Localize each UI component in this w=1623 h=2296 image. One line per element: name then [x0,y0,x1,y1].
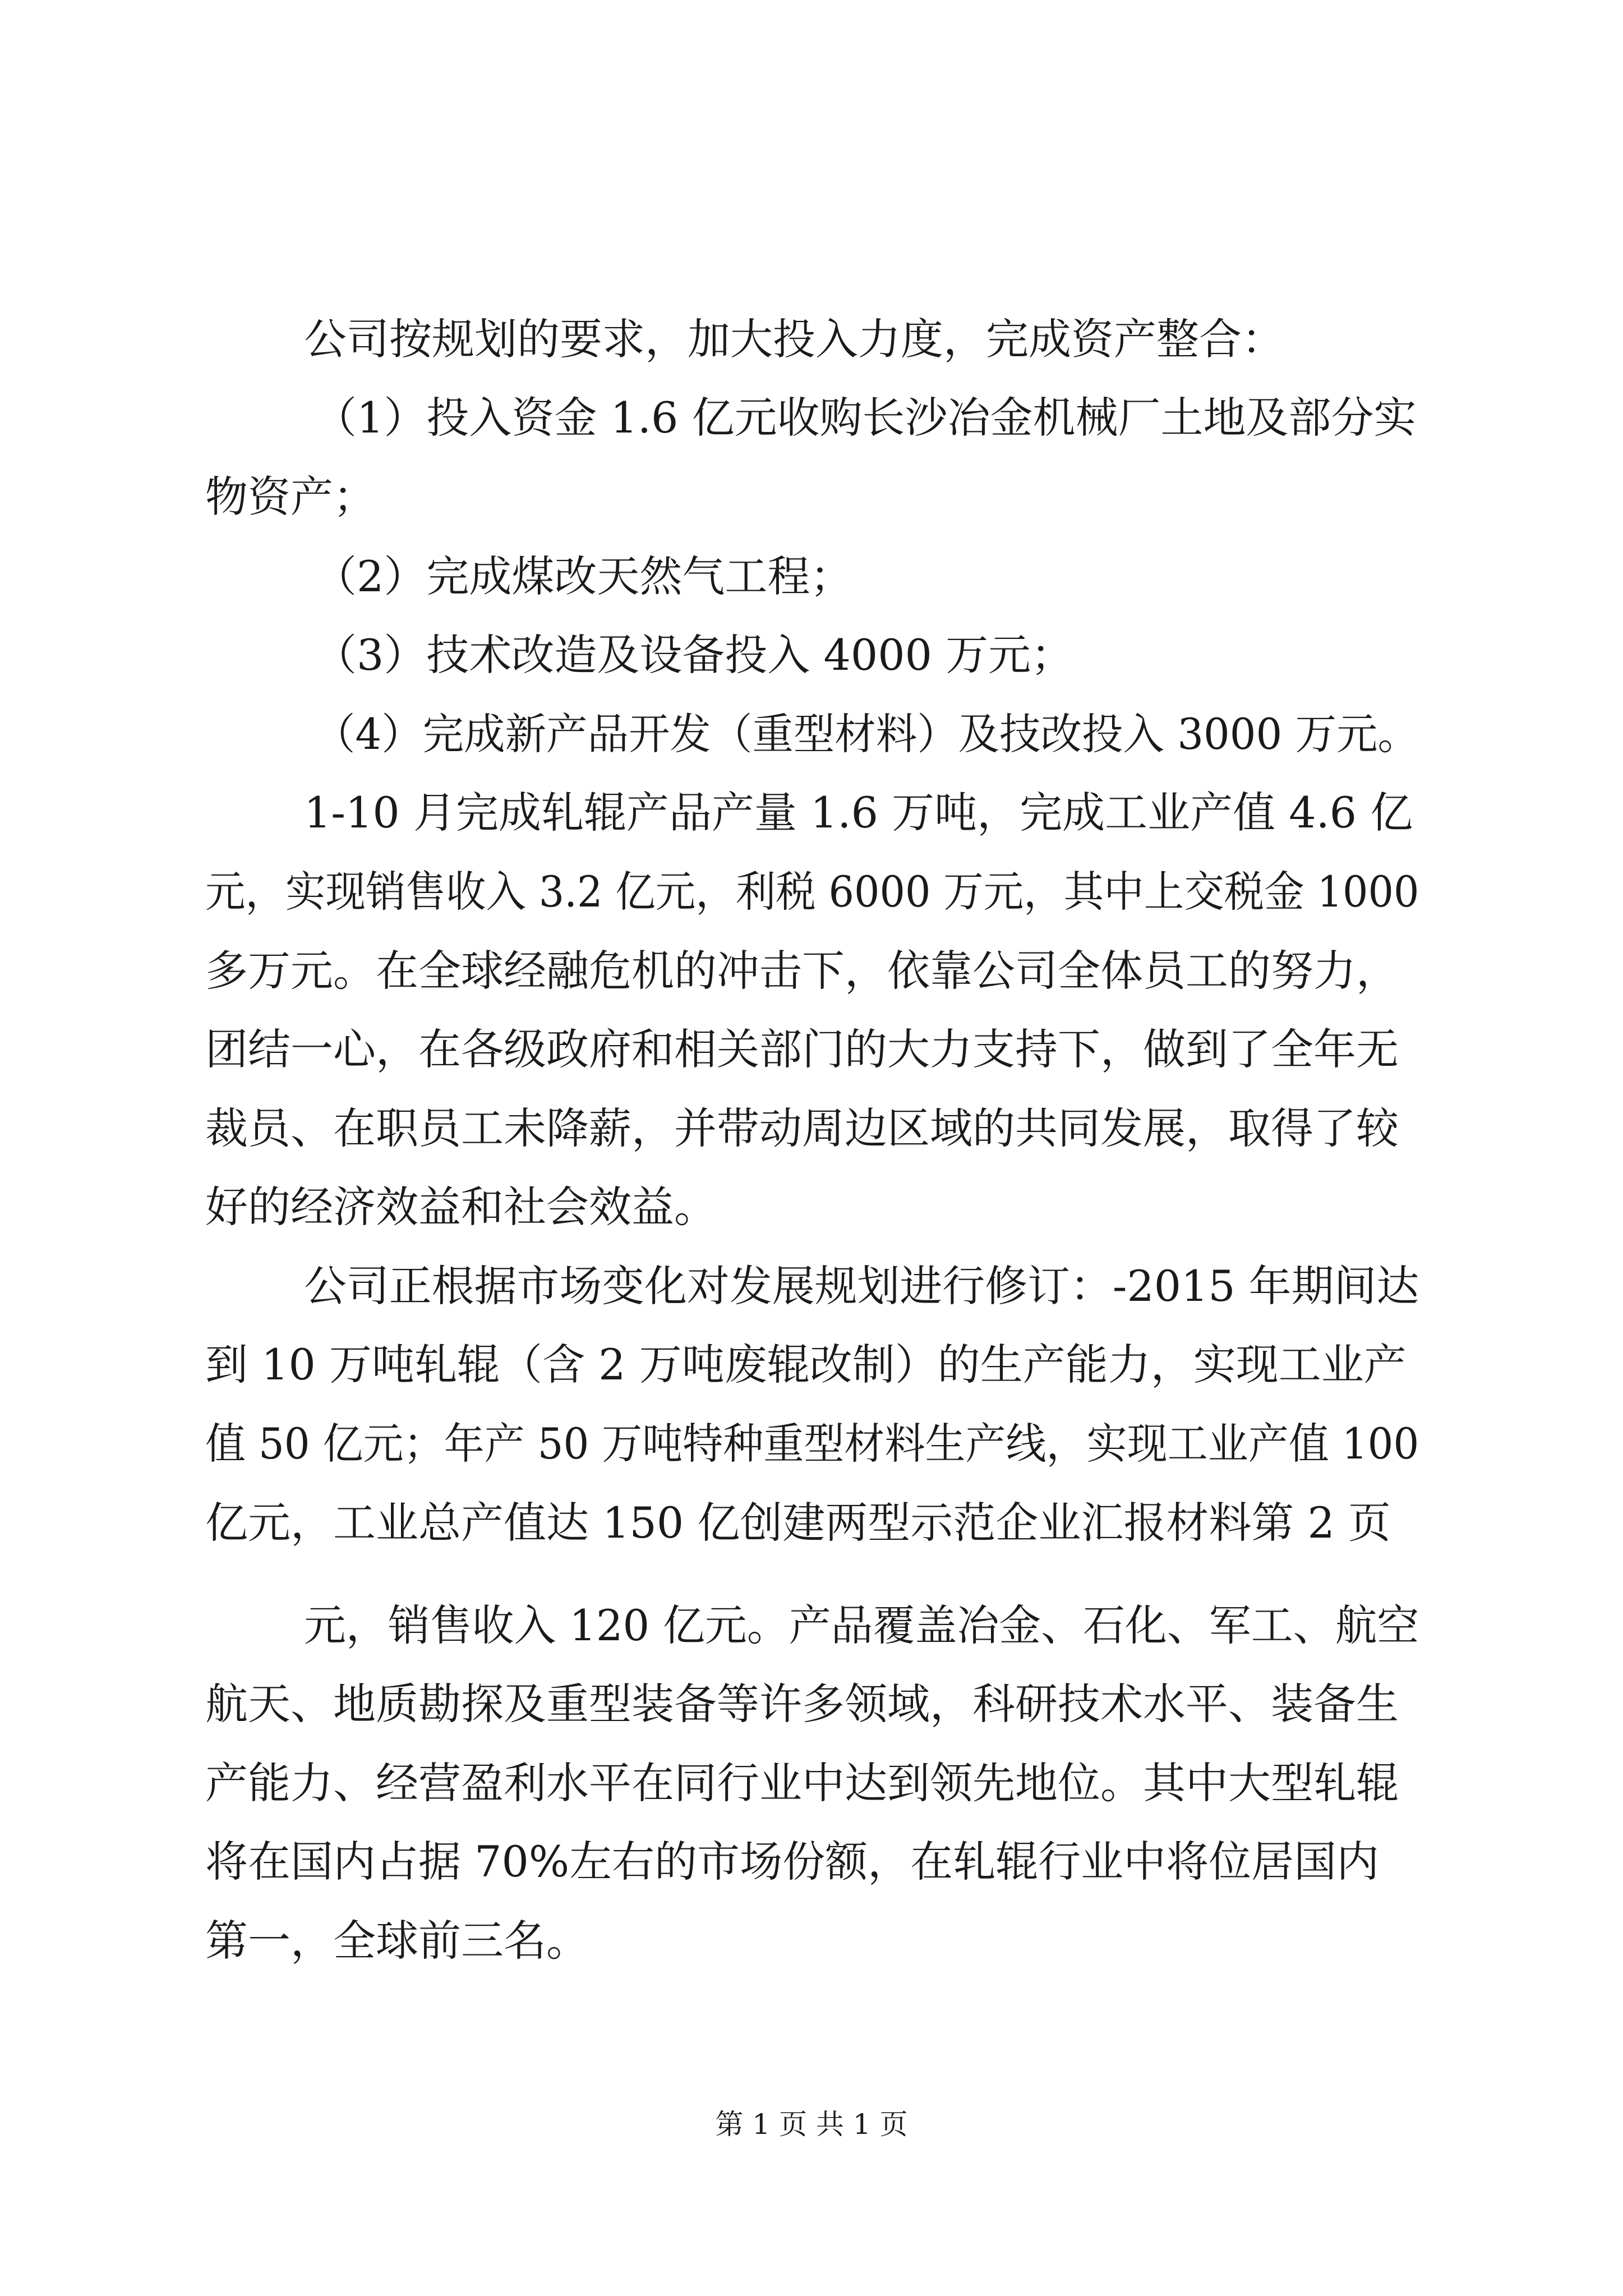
text-line: （4）完成新产品开发（重型材料）及技改投入 3000 万元。 [314,709,1419,759]
text-line: 航天、地质勘探及重型装备等许多领域，科研技术水平、装备生 [205,1679,1399,1729]
text-line: （2）完成煤改天然气工程； [314,551,853,601]
text-line: 好的经济效益和社会效益。 [205,1182,717,1232]
text-line: 亿元，工业总产值达 150 亿创建两型示范企业汇报材料第 2 页 [205,1498,1391,1548]
text-line: 到 10 万吨轧辊（含 2 万吨废辊改制）的生产能力，实现工业产 [205,1340,1407,1389]
text-line: 公司按规划的要求，加大投入力度，完成资产整合： [304,314,1284,364]
text-line: 值 50 亿元；年产 50 万吨特种重型材料生产线，实现工业产值 100 [205,1419,1419,1469]
text-line: 公司正根据市场变化对发展规划进行修订：-2015 年期间达 [304,1261,1419,1311]
text-line: 元，销售收入 120 亿元。产品覆盖冶金、石化、军工、航空 [304,1600,1419,1650]
text-line: （3）技术改造及设备投入 4000 万元； [314,630,1074,680]
text-line: 元，实现销售收入 3.2 亿元，利税 6000 万元，其中上交税金 1000 [205,867,1419,917]
text-line: 裁员、在职员工未降薪，并带动周边区域的共同发展，取得了较 [205,1103,1399,1153]
text-line: （1）投入资金 1.6 亿元收购长沙冶金机械厂土地及部分实 [314,393,1417,443]
text-line: 团结一心，在各级政府和相关部门的大力支持下，做到了全年无 [205,1024,1399,1074]
text-line: 1-10 月完成轧辊产品产量 1.6 万吨，完成工业产值 4.6 亿 [304,788,1413,838]
text-line: 产能力、经营盈利水平在同行业中达到领先地位。其中大型轧辊 [205,1758,1399,1808]
text-line: 第一，全球前三名。 [205,1916,589,1966]
text-line: 物资产； [205,472,376,522]
text-line: 将在国内占据 70%左右的市场份额，在轧辊行业中将位居国内 [205,1837,1380,1887]
text-line: 多万元。在全球经融危机的冲击下，依靠公司全体员工的努力， [205,946,1399,996]
page-footer: 第 1 页 共 1 页 [715,2108,908,2141]
